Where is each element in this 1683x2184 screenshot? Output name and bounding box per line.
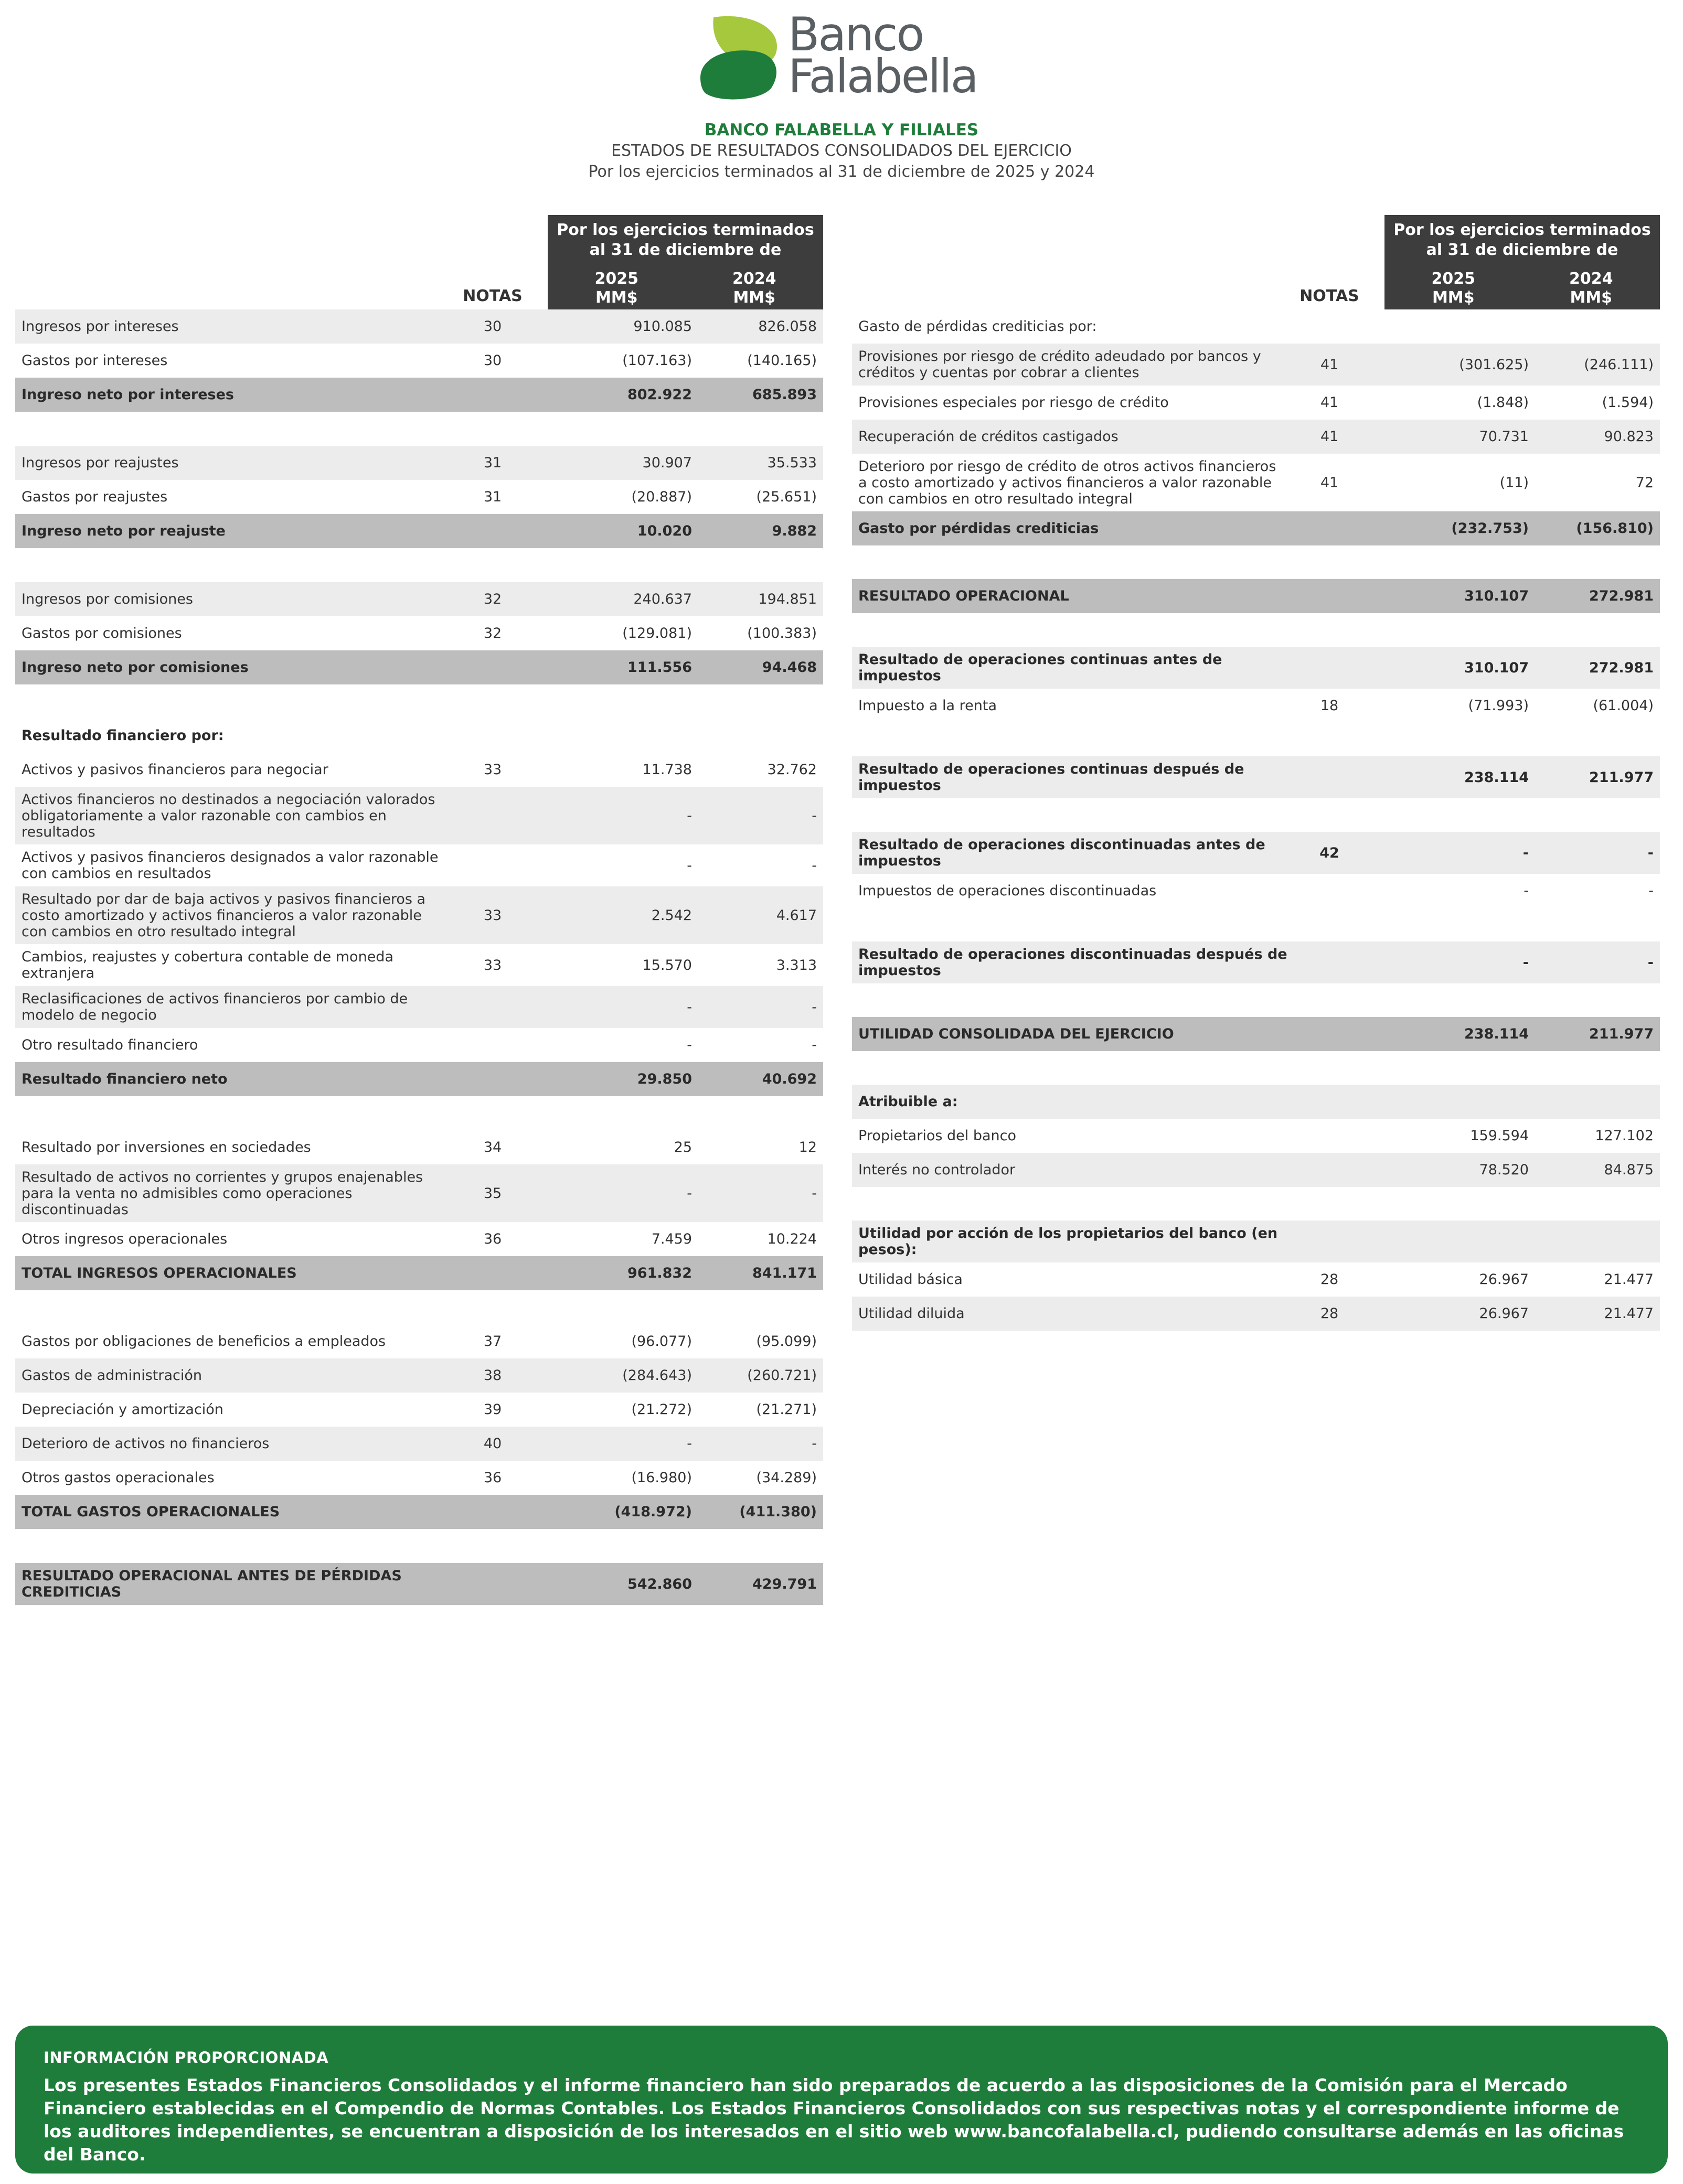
spacer-row: [15, 1290, 823, 1324]
row-nota: 33: [483, 957, 502, 973]
row-label: Provisiones especiales por riesgo de crédito: [858, 394, 1169, 411]
table-row: [15, 1324, 823, 1358]
value-2025: (71.993): [1468, 698, 1529, 714]
table-row: [15, 787, 823, 844]
row-label: Utilidad diluida: [858, 1305, 965, 1322]
row-label: RESULTADO OPERACIONAL: [858, 588, 1069, 604]
value-2024: -: [812, 1185, 817, 1202]
spacer-row: [852, 545, 1660, 579]
table-row: [852, 420, 1660, 454]
table-row: [852, 386, 1660, 420]
statement-title: ESTADOS DE RESULTADOS CONSOLIDADOS DEL EJERCICIO: [611, 142, 1072, 160]
table-row: [15, 944, 823, 986]
value-2025: (129.081): [622, 625, 692, 641]
row-label: RESULTADO OPERACIONAL ANTES DE PÉRDIDAS CREDITICIAS: [22, 1568, 402, 1600]
table-row: [15, 1358, 823, 1393]
row-label: Gastos por comisiones: [22, 625, 182, 641]
row-nota: 28: [1320, 1305, 1339, 1322]
table-row: [15, 753, 823, 787]
table-row: [852, 344, 1660, 386]
value-2025: (418.972): [614, 1504, 692, 1520]
value-2024: 84.875: [1604, 1162, 1654, 1178]
table-row: [852, 756, 1660, 798]
row-label: Activos financieros no destinados a negociación valorados obligatoriamente a valor razonable con cambios en resultados: [22, 791, 435, 840]
row-label: Gastos de administración: [22, 1367, 202, 1384]
row-nota: 28: [1320, 1271, 1339, 1288]
value-2025: -: [687, 857, 692, 874]
value-2024: 9.882: [772, 523, 817, 539]
period-line-1: Por los ejercicios terminados: [1393, 221, 1651, 239]
total-row: [15, 378, 823, 412]
unit-2025: MM$: [595, 288, 638, 307]
row-nota: 38: [483, 1367, 502, 1384]
value-2025: (232.753): [1451, 520, 1529, 537]
value-2024: (21.271): [756, 1401, 817, 1418]
spacer-row: [852, 613, 1660, 647]
value-2025: 542.860: [627, 1576, 692, 1592]
value-2025: 159.594: [1470, 1128, 1529, 1144]
row-nota: 41: [1320, 429, 1339, 445]
table-row: [15, 986, 823, 1028]
total-row: [852, 511, 1660, 545]
value-2025: (301.625): [1459, 356, 1529, 373]
row-label: Otro resultado financiero: [22, 1037, 198, 1053]
company-name: BANCO FALABELLA Y FILIALES: [704, 121, 979, 140]
value-2025: (1.848): [1477, 394, 1529, 411]
row-nota: 36: [483, 1470, 502, 1486]
value-2024: 211.977: [1589, 1026, 1654, 1042]
footer-body: Los presentes Estados Financieros Consolidados y el informe financiero han sido preparados de acuerdo a las disposiciones de la Comisión para el Mercado Financiero establecidas en el Compendio de Normas Contables. Los Estados Financieros Consolidados con sus respectivas notas y el correspondiente informe de los auditores independientes, se encuentran a disposición de los interesados en el sitio web www.bancofalabella.cl, pudiendo consultarse además en las oficinas del Banco.: [44, 2075, 1624, 2165]
value-2024: (34.289): [756, 1470, 817, 1486]
bank-logo: [698, 7, 992, 103]
table-row: [852, 1085, 1660, 1119]
row-label: Gasto por pérdidas crediticias: [858, 520, 1099, 537]
value-2024: -: [812, 1037, 817, 1053]
total-row: [852, 579, 1660, 613]
spacer-row: [852, 1051, 1660, 1085]
total-row: [15, 1062, 823, 1096]
brand-line-1: Banco: [788, 7, 923, 61]
row-nota: 37: [483, 1333, 502, 1350]
value-2025: 25: [674, 1139, 692, 1155]
row-label: Deterioro por riesgo de crédito de otros activos financieros a costo amortizado y activos financieros a valor razonable con cambios en otro resultado integral: [858, 458, 1276, 507]
row-nota: 31: [483, 455, 502, 471]
table-row: [15, 616, 823, 650]
value-2024: -: [1647, 954, 1654, 971]
statement-titles: [0, 120, 1683, 183]
row-nota: 18: [1320, 698, 1339, 714]
row-label: Resultado financiero neto: [22, 1071, 228, 1087]
value-2025: 70.731: [1479, 429, 1529, 445]
value-2025: (284.643): [622, 1367, 692, 1384]
row-nota: 31: [483, 489, 502, 505]
total-row: [15, 650, 823, 684]
row-label: Impuestos de operaciones discontinuadas: [858, 883, 1157, 899]
row-label: Gastos por intereses: [22, 352, 168, 369]
period-line-2: al 31 de diciembre de: [589, 241, 782, 259]
table-row: [15, 480, 823, 514]
total-row: [15, 1256, 823, 1290]
row-label: Otros ingresos operacionales: [22, 1231, 228, 1247]
value-2024: -: [1648, 883, 1654, 899]
row-label: Ingresos por reajustes: [22, 455, 179, 471]
value-2025: 29.850: [637, 1071, 692, 1087]
value-2025: 961.832: [627, 1265, 692, 1281]
value-2025: 310.107: [1464, 659, 1529, 676]
spacer-row: [852, 798, 1660, 832]
value-2024: (100.383): [747, 625, 817, 641]
brand-line-2: Falabella: [788, 49, 977, 103]
value-2024: 211.977: [1589, 769, 1654, 786]
table-header: [15, 215, 823, 309]
statement-period: Por los ejercicios terminados al 31 de diciembre de 2025 y 2024: [588, 163, 1095, 181]
row-label: Interés no controlador: [858, 1162, 1016, 1178]
right-table: [852, 215, 1660, 1331]
row-nota: 30: [483, 318, 502, 335]
table-row: [852, 1119, 1660, 1153]
row-label: Reclasificaciones de activos financieros por cambio de modelo de negocio: [22, 991, 408, 1023]
value-2024: (25.651): [756, 489, 817, 505]
value-2025: -: [687, 1185, 692, 1202]
row-label: TOTAL INGRESOS OPERACIONALES: [22, 1265, 297, 1281]
row-label: Activos y pasivos financieros designados a valor razonable con cambios en resultados: [22, 849, 439, 882]
left-table: [15, 215, 823, 1605]
table-row: [15, 719, 823, 753]
value-2025: 802.922: [627, 387, 692, 403]
table-row: [852, 647, 1660, 689]
row-label: Resultado de activos no corrientes y grupos enajenables para la venta no admisibles como operaciones discontinuadas: [22, 1169, 423, 1218]
row-nota: 35: [483, 1185, 502, 1202]
year-2025: 2025: [1431, 270, 1475, 288]
row-label: Ingreso neto por reajuste: [22, 523, 226, 539]
row-nota: 30: [483, 352, 502, 369]
row-label: Ingresos por intereses: [22, 318, 179, 335]
row-nota: 36: [483, 1231, 502, 1247]
row-label: Utilidad por acción de los propietarios del banco (en pesos):: [858, 1225, 1278, 1258]
value-2025: 15.570: [642, 957, 692, 973]
brand-name: [788, 7, 977, 103]
table-row: [15, 582, 823, 616]
table-row: [852, 1297, 1660, 1331]
table-row: [15, 1222, 823, 1256]
row-nota: 41: [1320, 394, 1339, 411]
row-label: Activos y pasivos financieros para negociar: [22, 762, 328, 778]
row-label: Resultado de operaciones discontinuadas después de impuestos: [858, 946, 1287, 979]
logo-leaf-icon: [698, 15, 787, 101]
spacer-row: [15, 548, 823, 582]
value-2024: 4.617: [776, 907, 817, 924]
row-nota: 41: [1320, 474, 1339, 491]
value-2025: 910.085: [633, 318, 692, 335]
table-row: [15, 1130, 823, 1164]
value-2025: -: [687, 1436, 692, 1452]
spacer-row: [852, 908, 1660, 941]
value-2025: (16.980): [631, 1470, 692, 1486]
value-2025: (11): [1499, 474, 1529, 491]
value-2025: -: [687, 807, 692, 824]
value-2024: 94.468: [762, 659, 817, 676]
footer-heading: INFORMACIÓN PROPORCIONADA: [44, 2049, 329, 2067]
value-2025: 238.114: [1464, 769, 1529, 786]
row-label: Ingreso neto por comisiones: [22, 659, 249, 676]
value-2024: 685.893: [752, 387, 817, 403]
row-label: Cambios, reajustes y cobertura contable de moneda extranjera: [22, 949, 393, 981]
row-label: UTILIDAD CONSOLIDADA DEL EJERCICIO: [858, 1026, 1174, 1042]
table-row: [852, 941, 1660, 983]
value-2024: (95.099): [756, 1333, 817, 1350]
value-2024: 194.851: [758, 591, 817, 607]
value-2025: (96.077): [631, 1333, 692, 1350]
value-2024: -: [812, 999, 817, 1015]
value-2025: -: [1524, 883, 1529, 899]
table-row: [852, 689, 1660, 723]
notas-header: NOTAS: [463, 287, 523, 305]
value-2024: -: [812, 857, 817, 874]
notas-header: NOTAS: [1299, 287, 1359, 305]
table-row: [852, 309, 1660, 344]
value-2025: (20.887): [631, 489, 692, 505]
value-2024: 12: [798, 1139, 817, 1155]
row-label: Gastos por obligaciones de beneficios a empleados: [22, 1333, 386, 1350]
total-row: [852, 1017, 1660, 1051]
value-2025: 26.967: [1479, 1271, 1529, 1288]
value-2024: (156.810): [1576, 520, 1654, 537]
row-label: Depreciación y amortización: [22, 1401, 223, 1418]
table-row: [852, 454, 1660, 511]
row-nota: 40: [483, 1436, 502, 1452]
value-2025: -: [1522, 844, 1529, 861]
info-footer: [15, 2026, 1668, 2174]
total-row: [15, 1563, 823, 1605]
value-2025: 30.907: [642, 455, 692, 471]
value-2024: 841.171: [752, 1265, 817, 1281]
value-2025: 26.967: [1479, 1305, 1529, 1322]
value-2025: 78.520: [1479, 1162, 1529, 1178]
row-label: Otros gastos operacionales: [22, 1470, 215, 1486]
spacer-row: [15, 1096, 823, 1130]
row-label: Gasto de pérdidas crediticias por:: [858, 318, 1097, 335]
value-2024: 429.791: [752, 1576, 817, 1592]
row-nota: 33: [483, 907, 502, 924]
table-row: [15, 446, 823, 480]
row-nota: 42: [1319, 844, 1339, 861]
row-label: Resultado de operaciones continuas antes de impuestos: [858, 651, 1222, 684]
total-row: [15, 1495, 823, 1529]
value-2024: 10.224: [767, 1231, 817, 1247]
table-row: [15, 1164, 823, 1222]
value-2025: 7.459: [651, 1231, 692, 1247]
value-2024: 90.823: [1604, 429, 1654, 445]
row-label: Provisiones por riesgo de crédito adeudado por bancos y créditos y cuentas por cobrar a clientes: [858, 348, 1261, 381]
row-label: Propietarios del banco: [858, 1128, 1016, 1144]
value-2025: -: [1522, 954, 1529, 971]
period-line-2: al 31 de diciembre de: [1426, 241, 1618, 259]
period-header: [1384, 215, 1660, 309]
value-2024: 272.981: [1589, 659, 1654, 676]
value-2025: 240.637: [633, 591, 692, 607]
value-2025: 111.556: [627, 659, 692, 676]
row-label: Ingresos por comisiones: [22, 591, 193, 607]
year-2024: 2024: [732, 270, 776, 288]
table-row: [15, 1461, 823, 1495]
year-2024: 2024: [1569, 270, 1613, 288]
value-2024: 32.762: [767, 762, 817, 778]
value-2025: 11.738: [642, 762, 692, 778]
value-2024: (61.004): [1593, 698, 1654, 714]
value-2025: -: [687, 999, 692, 1015]
value-2024: -: [812, 807, 817, 824]
row-label: Atribuible a:: [858, 1094, 958, 1110]
row-label: Ingreso neto por intereses: [22, 387, 234, 403]
table-row: [15, 844, 823, 886]
row-nota: 39: [483, 1401, 502, 1418]
unit-2024: MM$: [733, 288, 776, 307]
value-2024: -: [812, 1436, 817, 1452]
table-row: [852, 1262, 1660, 1297]
value-2025: 2.542: [651, 907, 692, 924]
value-2024: 72: [1635, 474, 1654, 491]
value-2024: (140.165): [747, 352, 817, 369]
spacer-row: [15, 412, 823, 446]
value-2025: -: [687, 1037, 692, 1053]
table-row: [15, 1427, 823, 1461]
value-2024: (246.111): [1584, 356, 1654, 373]
value-2024: 826.058: [758, 318, 817, 335]
left-table-body: [15, 309, 823, 1605]
table-row: [15, 309, 823, 344]
value-2024: 3.313: [776, 957, 817, 973]
value-2024: (260.721): [747, 1367, 817, 1384]
value-2024: (1.594): [1602, 394, 1654, 411]
row-label: Resultado por inversiones en sociedades: [22, 1139, 311, 1155]
spacer-row: [15, 684, 823, 719]
row-nota: 32: [483, 625, 502, 641]
value-2025: (21.272): [631, 1401, 692, 1418]
spacer-row: [852, 1187, 1660, 1221]
row-label: Resultado de operaciones continuas después de impuestos: [858, 761, 1244, 794]
value-2024: 272.981: [1589, 588, 1654, 604]
value-2025: 238.114: [1464, 1026, 1529, 1042]
value-2024: 21.477: [1604, 1271, 1654, 1288]
right-table-body: [852, 309, 1660, 1331]
table-row: [15, 344, 823, 378]
table-row: [852, 1153, 1660, 1187]
value-2025: 10.020: [637, 523, 692, 539]
row-nota: 32: [483, 591, 502, 607]
year-2025: 2025: [594, 270, 638, 288]
table-row: [15, 1393, 823, 1427]
value-2025: (107.163): [622, 352, 692, 369]
value-2025: 310.107: [1464, 588, 1529, 604]
row-nota: 34: [483, 1139, 502, 1155]
table-row: [15, 886, 823, 944]
value-2024: 35.533: [767, 455, 817, 471]
period-line-1: Por los ejercicios terminados: [557, 221, 814, 239]
spacer-row: [15, 1529, 823, 1563]
row-label: Gastos por reajustes: [22, 489, 168, 505]
table-row: [15, 1028, 823, 1062]
row-nota: 33: [483, 762, 502, 778]
row-label: Resultado por dar de baja activos y pasivos financieros a costo amortizado y activos financieros a valor razonable con cambios en otro resultado integral: [22, 891, 426, 940]
row-label: Deterioro de activos no financieros: [22, 1436, 270, 1452]
table-row: [852, 874, 1660, 908]
value-2024: -: [1647, 844, 1654, 861]
table-header: [852, 215, 1660, 309]
row-label: Resultado de operaciones discontinuadas antes de impuestos: [858, 837, 1265, 869]
row-label: Utilidad básica: [858, 1271, 963, 1288]
total-row: [15, 514, 823, 548]
value-2024: 40.692: [762, 1071, 817, 1087]
table-row: [852, 1221, 1660, 1262]
unit-2025: MM$: [1432, 288, 1475, 307]
spacer-row: [852, 723, 1660, 756]
unit-2024: MM$: [1570, 288, 1613, 307]
value-2024: (411.380): [739, 1504, 817, 1520]
row-label: TOTAL GASTOS OPERACIONALES: [22, 1504, 280, 1520]
period-header: [548, 215, 823, 309]
table-row: [852, 832, 1660, 874]
spacer-row: [852, 983, 1660, 1017]
value-2024: 127.102: [1595, 1128, 1654, 1144]
row-label: Resultado financiero por:: [22, 727, 224, 744]
row-nota: 41: [1320, 356, 1339, 373]
row-label: Impuesto a la renta: [858, 698, 997, 714]
row-label: Recuperación de créditos castigados: [858, 429, 1119, 445]
value-2024: 21.477: [1604, 1305, 1654, 1322]
